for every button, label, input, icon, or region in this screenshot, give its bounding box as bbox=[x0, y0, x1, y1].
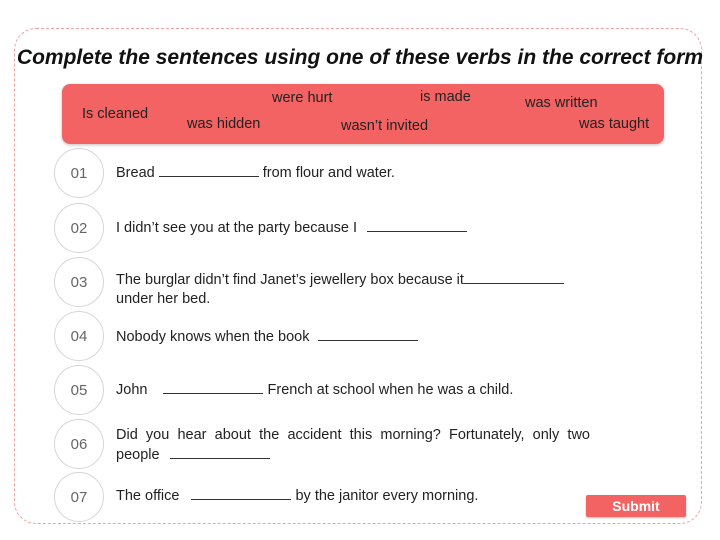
sentence-text: Did you hear about the accident this morning? Fortunately, only two people bbox=[116, 427, 590, 463]
verb-option: was taught bbox=[579, 116, 650, 132]
exercise-number-badge: 05 bbox=[54, 365, 104, 415]
page-title: Complete the sentences using one of these verbs in the correct form bbox=[16, 46, 704, 69]
answer-blank[interactable] bbox=[159, 175, 259, 177]
sentence-text: I didn’t see you at the party because I bbox=[116, 220, 358, 236]
exercise-sentence bbox=[116, 488, 478, 504]
exercise-number-badge: 06 bbox=[54, 419, 104, 469]
sentence-text: from flour and water. bbox=[262, 165, 395, 181]
sentence-text: The office bbox=[116, 488, 180, 504]
exercise-sentence bbox=[116, 220, 467, 236]
sentence-continuation: under her bed. bbox=[116, 291, 211, 307]
answer-blank[interactable] bbox=[318, 339, 418, 341]
verb-option: is made bbox=[420, 89, 471, 105]
sentence-text: Nobody knows when the book bbox=[116, 329, 310, 345]
exercise-sentence bbox=[116, 425, 590, 465]
answer-blank[interactable] bbox=[191, 498, 291, 500]
exercise-number-badge: 01 bbox=[54, 148, 104, 198]
verb-option: was hidden bbox=[187, 116, 261, 132]
sentence-text: John bbox=[116, 382, 148, 398]
sentence-text: The burglar didn’t find Janet’s jewellery box because it bbox=[116, 272, 464, 288]
submit-button[interactable]: Submit bbox=[586, 495, 686, 517]
exercise-sentence bbox=[116, 382, 513, 398]
exercise-sentence bbox=[116, 272, 564, 288]
answer-blank[interactable] bbox=[163, 392, 263, 394]
exercise-sentence bbox=[116, 165, 395, 181]
verb-option: were hurt bbox=[272, 90, 333, 106]
answer-blank[interactable] bbox=[170, 457, 270, 459]
verb-option: was written bbox=[525, 95, 598, 111]
answer-blank[interactable] bbox=[367, 230, 467, 232]
verb-option: wasn’t invited bbox=[341, 118, 429, 134]
exercise-number-badge: 07 bbox=[54, 472, 104, 522]
verb-option: Is cleaned bbox=[82, 106, 149, 122]
exercise-number-badge: 04 bbox=[54, 311, 104, 361]
sentence-text: French at school when he was a child. bbox=[267, 382, 514, 398]
exercise-number-badge: 03 bbox=[54, 257, 104, 307]
sentence-text: by the janitor every morning. bbox=[295, 488, 479, 504]
verb-bank bbox=[62, 84, 664, 144]
exercise-number-badge: 02 bbox=[54, 203, 104, 253]
exercise-sentence bbox=[116, 329, 418, 345]
answer-blank[interactable] bbox=[464, 282, 564, 284]
sentence-text: Bread bbox=[116, 165, 155, 181]
